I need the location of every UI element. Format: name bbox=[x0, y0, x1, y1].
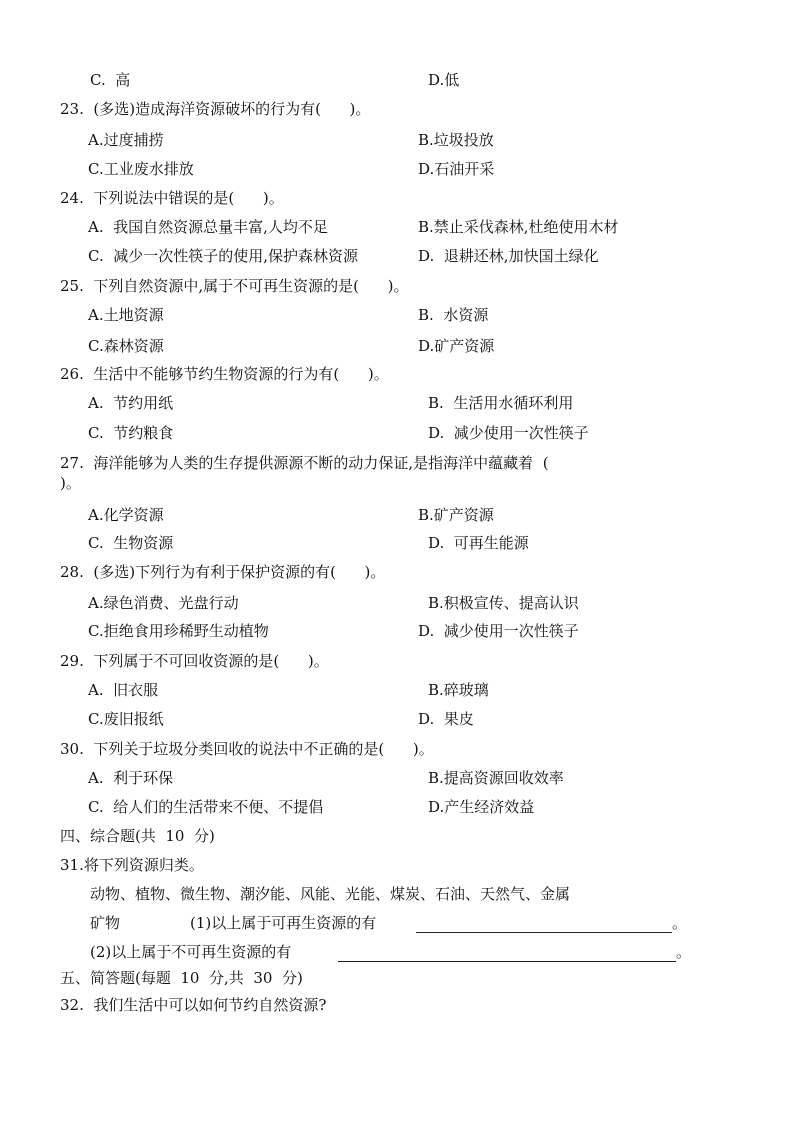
option-24-b: B.禁止采伐森林,杜绝使用木材 bbox=[418, 218, 619, 236]
option-26-b: B. 生活用水循环利用 bbox=[428, 394, 574, 412]
option-28-d: D. 减少使用一次性筷子 bbox=[418, 622, 579, 640]
option-25-c: C.森林资源 bbox=[88, 337, 164, 355]
option-30-a: A. 利于环保 bbox=[88, 769, 174, 787]
question-28: 28. (多选)下列行为有利于保护资源的有( )。 bbox=[60, 563, 386, 581]
question-31-part-2: (2)以上属于不可再生资源的有 bbox=[90, 943, 292, 961]
option-29-d: D. 果皮 bbox=[418, 710, 474, 728]
question-27: 27. 海洋能够为人类的生存提供源源不断的动力保证,是指海洋中蕴藏着 ( bbox=[60, 454, 549, 472]
option-22-d: D.低 bbox=[428, 71, 460, 89]
option-27-b: B.矿产资源 bbox=[418, 506, 494, 524]
question-31: 31.将下列资源归类。 bbox=[60, 856, 204, 874]
option-24-a: A. 我国自然资源总量丰富,人均不足 bbox=[88, 218, 328, 236]
option-30-b: B.提高资源回收效率 bbox=[428, 769, 564, 787]
question-24: 24. 下列说法中错误的是( )。 bbox=[60, 189, 284, 207]
option-27-a: A.化学资源 bbox=[88, 506, 164, 524]
question-32: 32. 我们生活中可以如何节约自然资源? bbox=[60, 996, 327, 1014]
option-28-c: C.拒绝食用珍稀野生动植物 bbox=[88, 622, 269, 640]
question-29: 29. 下列属于不可回收资源的是( )。 bbox=[60, 652, 329, 670]
option-29-c: C.废旧报纸 bbox=[88, 710, 164, 728]
option-29-a: A. 旧衣服 bbox=[88, 681, 159, 699]
question-31-list-end: 矿物 bbox=[90, 914, 121, 932]
question-31-part-1: (1)以上属于可再生资源的有 bbox=[190, 914, 377, 932]
option-24-c: C. 减少一次性筷子的使用,保护森林资源 bbox=[88, 247, 359, 265]
option-23-d: D.石油开采 bbox=[418, 160, 495, 178]
option-30-d: D.产生经济效益 bbox=[428, 798, 535, 816]
option-28-a: A.绿色消费、光盘行动 bbox=[88, 594, 239, 612]
option-22-c: C. 高 bbox=[90, 71, 131, 89]
section-four-heading: 四、综合题(共 10 分) bbox=[60, 827, 215, 845]
option-26-c: C. 节约粮食 bbox=[88, 424, 174, 442]
question-23: 23. (多选)造成海洋资源破坏的行为有( )。 bbox=[60, 100, 371, 118]
option-23-c: C.工业废水排放 bbox=[88, 160, 194, 178]
question-30: 30. 下列关于垃圾分类回收的说法中不正确的是( )。 bbox=[60, 740, 434, 758]
question-25: 25. 下列自然资源中,属于不可再生资源的是( )。 bbox=[60, 277, 409, 295]
question-31-part-1-period: 。 bbox=[672, 914, 688, 932]
option-23-b: B.垃圾投放 bbox=[418, 131, 494, 149]
option-28-b: B.积极宣传、提高认识 bbox=[428, 594, 579, 612]
option-25-a: A.土地资源 bbox=[88, 306, 164, 324]
question-31-resource-list: 动物、植物、微生物、潮汐能、风能、光能、煤炭、石油、天然气、金属 bbox=[90, 885, 571, 903]
option-26-a: A. 节约用纸 bbox=[88, 394, 174, 412]
option-25-b: B. 水资源 bbox=[418, 306, 489, 324]
option-24-d: D. 退耕还林,加快国土绿化 bbox=[418, 247, 599, 265]
option-26-d: D. 减少使用一次性筷子 bbox=[428, 424, 589, 442]
answer-blank-nonrenewable[interactable] bbox=[338, 961, 676, 962]
section-five-heading: 五、简答题(每题 10 分,共 30 分) bbox=[60, 969, 303, 987]
option-30-c: C. 给人们的生活带来不便、不提倡 bbox=[88, 798, 324, 816]
option-29-b: B.碎玻璃 bbox=[428, 681, 489, 699]
option-27-c: C. 生物资源 bbox=[88, 534, 174, 552]
answer-blank-renewable[interactable] bbox=[416, 932, 672, 933]
question-26: 26. 生活中不能够节约生物资源的行为有( )。 bbox=[60, 365, 389, 383]
question-27-continuation: )。 bbox=[60, 474, 81, 492]
question-31-part-2-period: 。 bbox=[676, 943, 692, 961]
option-25-d: D.矿产资源 bbox=[418, 337, 495, 355]
option-27-d: D. 可再生能源 bbox=[428, 534, 529, 552]
option-23-a: A.过度捕捞 bbox=[88, 131, 164, 149]
